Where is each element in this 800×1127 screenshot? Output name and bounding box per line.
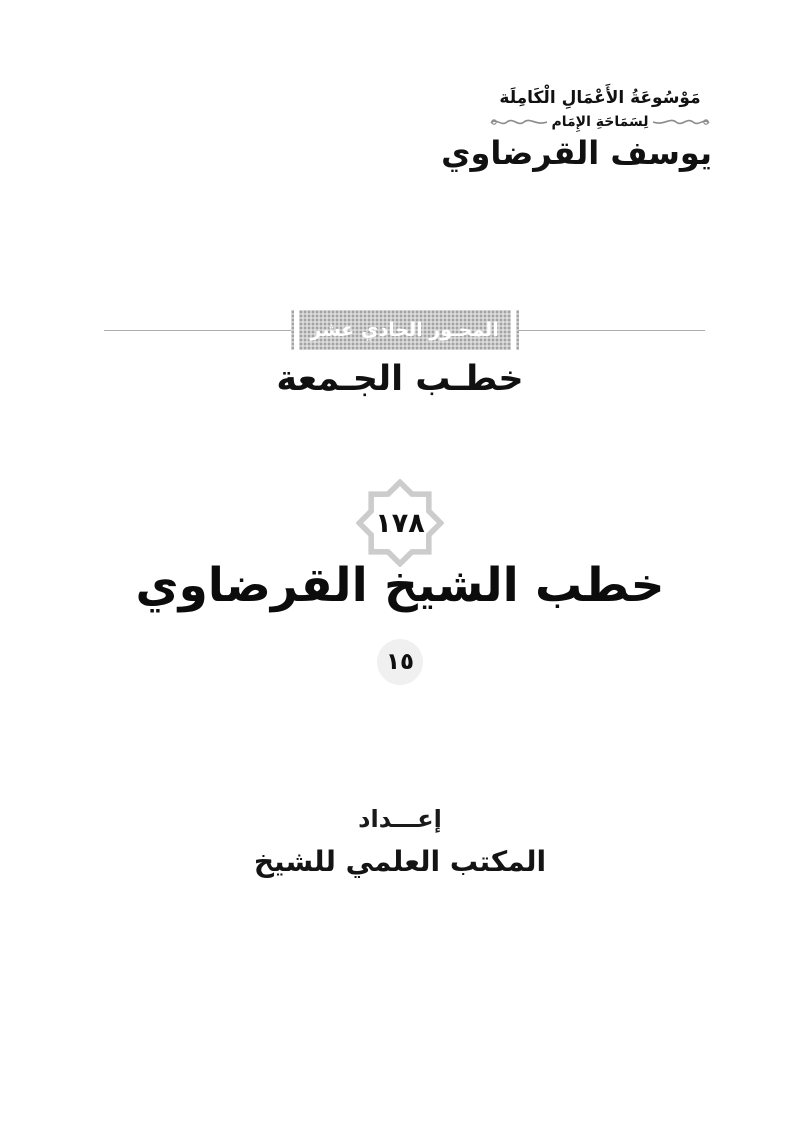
prepared-by-name: المكتب العلمي للشيخ bbox=[253, 845, 547, 878]
encyclopedia-title: مَوْسُوعَةُ الأَعْمَالِ الْكَامِلَة bbox=[499, 88, 701, 108]
chapter-ornament bbox=[0, 479, 800, 567]
volume-badge bbox=[377, 639, 423, 685]
volume-number: ١٥ bbox=[385, 649, 415, 675]
section-banner-row bbox=[104, 310, 705, 350]
author-name-calligraphy: يوسف القرضاوي bbox=[441, 134, 712, 172]
publisher-logo bbox=[441, 88, 712, 172]
prepared-by-label: إعـــداد bbox=[358, 805, 442, 833]
eminence-line-row bbox=[488, 114, 712, 130]
section-banner-label: المحـور الحادي عشر bbox=[310, 319, 499, 341]
chapter-number: ١٧٨ bbox=[375, 507, 425, 539]
banner-rule-left bbox=[104, 330, 291, 331]
section-banner bbox=[299, 310, 511, 350]
banner-rule-right bbox=[519, 330, 706, 331]
vine-flourish-right-icon bbox=[652, 115, 710, 129]
eminence-line: لِسَمَاحَةِ الإِمَام bbox=[551, 114, 649, 130]
chapter-ornament-inner bbox=[356, 479, 444, 567]
series-subtitle: خطـب الجـمعة bbox=[276, 359, 524, 399]
vine-flourish-left-icon bbox=[490, 115, 548, 129]
book-title: خطب الشيخ القرضاوي bbox=[135, 558, 665, 613]
